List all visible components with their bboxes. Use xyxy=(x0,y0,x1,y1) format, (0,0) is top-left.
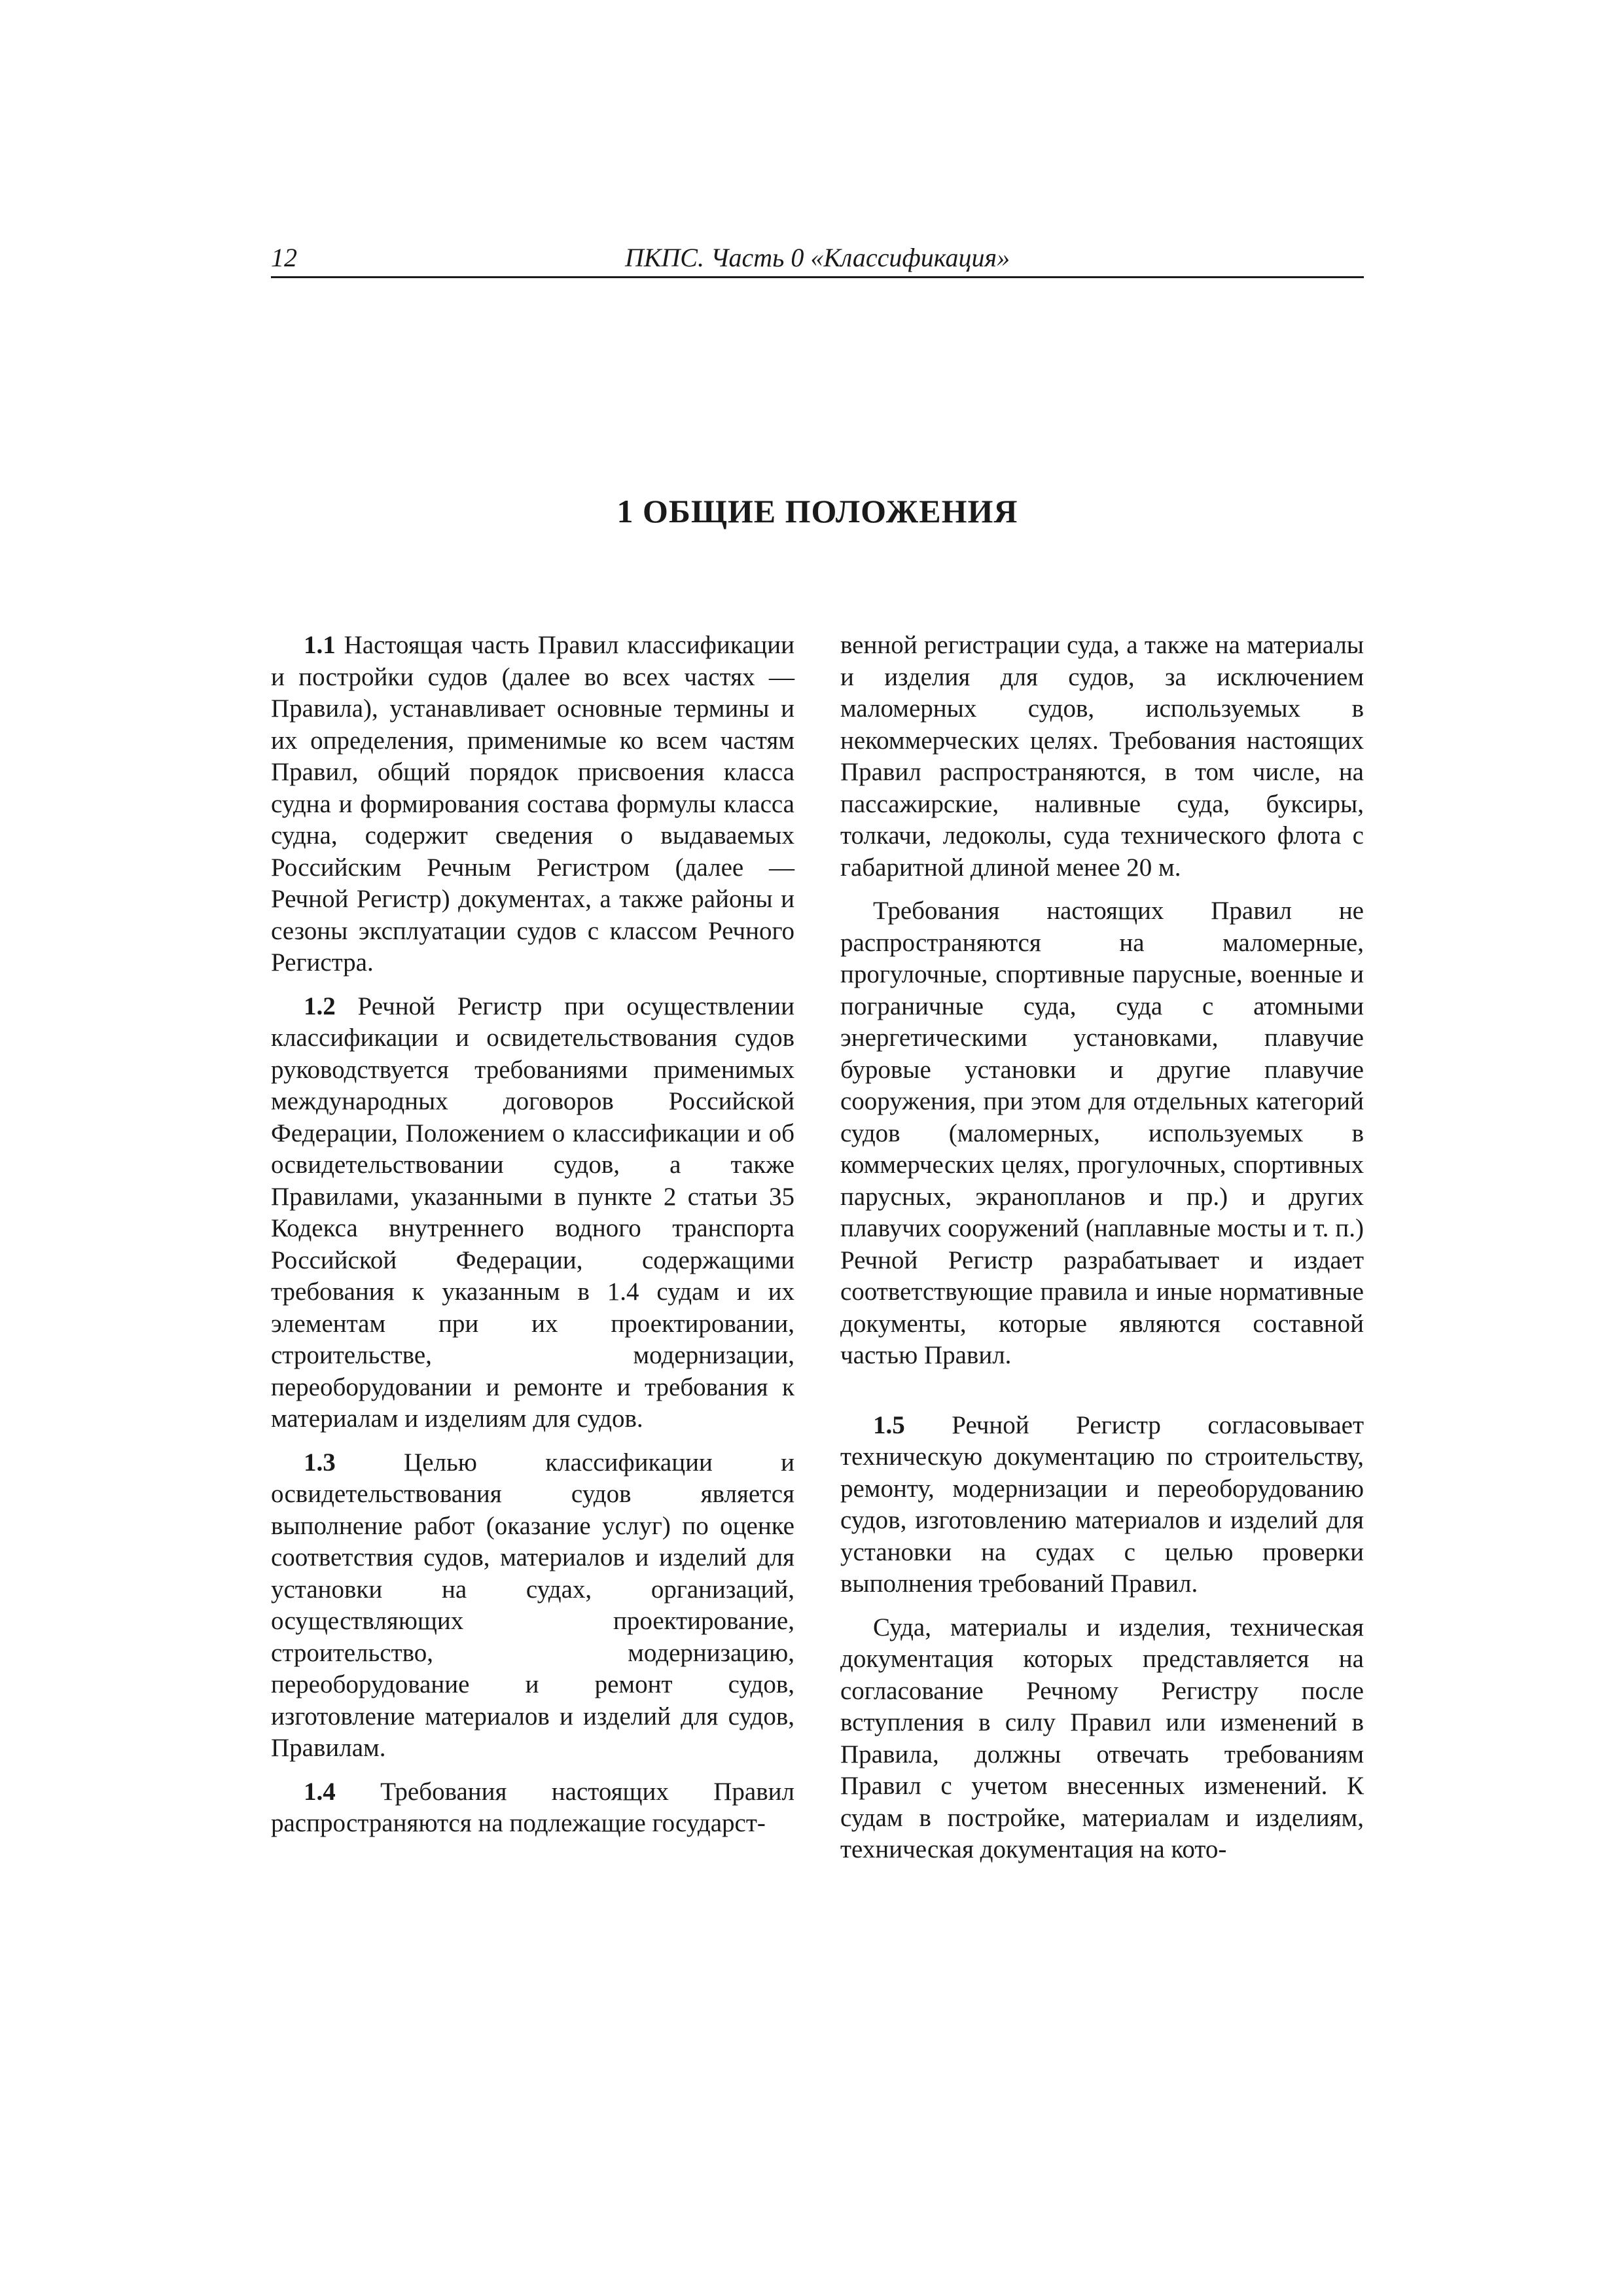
clause-1-2 xyxy=(271,991,794,1435)
clause-number: 1.4 xyxy=(304,1777,336,1806)
clause-text: Речной Регистр при осуществлении классификации и освидетельствования судов руководствуется требованиями применимых международных договоров Российской Федерации, Положением о классификации и об освидетельствовании судов, а также Правилами, указанными в пункте 2 статьи 35 Кодекса внутреннего водного транспорта Российской Федерации, содержащими требования к указанным в 1.4 судам и их элементам при их проектировании, строительстве, модернизации, переоборудовании и ремонте и требования к материалам и изделиям для судов. xyxy=(271,992,794,1433)
left-column xyxy=(271,630,794,1852)
page-header xyxy=(271,237,1364,278)
clause-1-5 xyxy=(840,1410,1364,1600)
clause-text: Настоящая часть Правил классификации и постройки судов (далее во всех частях — Правила), устанавливает основные термины и их определения, применимые ко всем частям Правил, общий порядок присвоения класса судна и формирования состава формулы класса судна, содержит сведения о выдаваемых Российским Речным Регистром (далее — Речной Регистр) документах, а также районы и сезоны эксплуатации судов с классом Речного Регистра. xyxy=(271,631,794,977)
right-column xyxy=(840,630,1364,1878)
clause-text: Речной Регистр согласовывает техническую документацию по строительству, ремонту, модернизации и переоборудованию судов, изготовлению материалов и изделий для установки на судах с целью проверки выполнения требований Правил. xyxy=(840,1410,1364,1598)
clause-1-4-paragraph-2: Требования настоящих Правил не распространяются на маломерные, прогулочные, спортивные парусные, военные и пограничные суда, суда с атомными энергетическими установками, плавучие буровые установки и другие плавучие сооружения, при этом для отдельных категорий судов (маломерных, используемых в коммерческих целях, прогулочных, спортивных парусных, экранопланов и пр.) и других плавучих сооружений (наплавные мосты и т. п.) Речной Регистр разрабатывает и издает соответствующие правила и иные нормативные документы, которые являются составной частью Правил. xyxy=(840,897,1364,1369)
clause-text: Целью классификации и освидетельствования судов является выполнение работ (оказание услуг) по оценке соответствия судов, материалов и изделий для установки на судах, организаций, осуществляющих проектирование, строительство, модернизацию, переоборудование и ремонт судов, изготовление материалов и изделий для судов, Правилам. xyxy=(271,1448,794,1762)
clause-text: Требования настоящих Правил распространяются на подлежащие государст- xyxy=(271,1777,794,1837)
clause-1-5-paragraph-2: Суда, материалы и изделия, техническая документация которых представляется на согласование Речному Регистру после вступления в силу Правил или изменений в Правила, должны отвечать требованиям Правил с учетом внесенных изменений. К судам в постройке, материалам и изделиям, техническая документация на кото- xyxy=(840,1613,1364,1863)
clause-1-4-continued: венной регистрации суда, а также на материалы и изделия для судов, за исключением маломерных судов, используемых в некоммерческих целях. Требования настоящих Правил распространяются, в том числе, на пассажирские, наливные суда, буксиры, толкачи, ледоколы, суда технического флота с габаритной длиной менее 20 м. xyxy=(840,631,1364,882)
section-title: 1 ОБЩИЕ ПОЛОЖЕНИЯ xyxy=(616,493,1018,529)
clause-number: 1.1 xyxy=(304,631,336,659)
clause-1-1 xyxy=(271,630,794,979)
page-number: 12 xyxy=(271,243,297,272)
clause-number: 1.3 xyxy=(304,1448,336,1477)
running-title: ПКПС. Часть 0 «Классификация» xyxy=(624,243,1010,272)
clause-1-3 xyxy=(271,1447,794,1765)
clause-1-4 xyxy=(271,1776,794,1840)
clause-number: 1.2 xyxy=(304,992,336,1020)
clause-number: 1.5 xyxy=(873,1410,905,1439)
